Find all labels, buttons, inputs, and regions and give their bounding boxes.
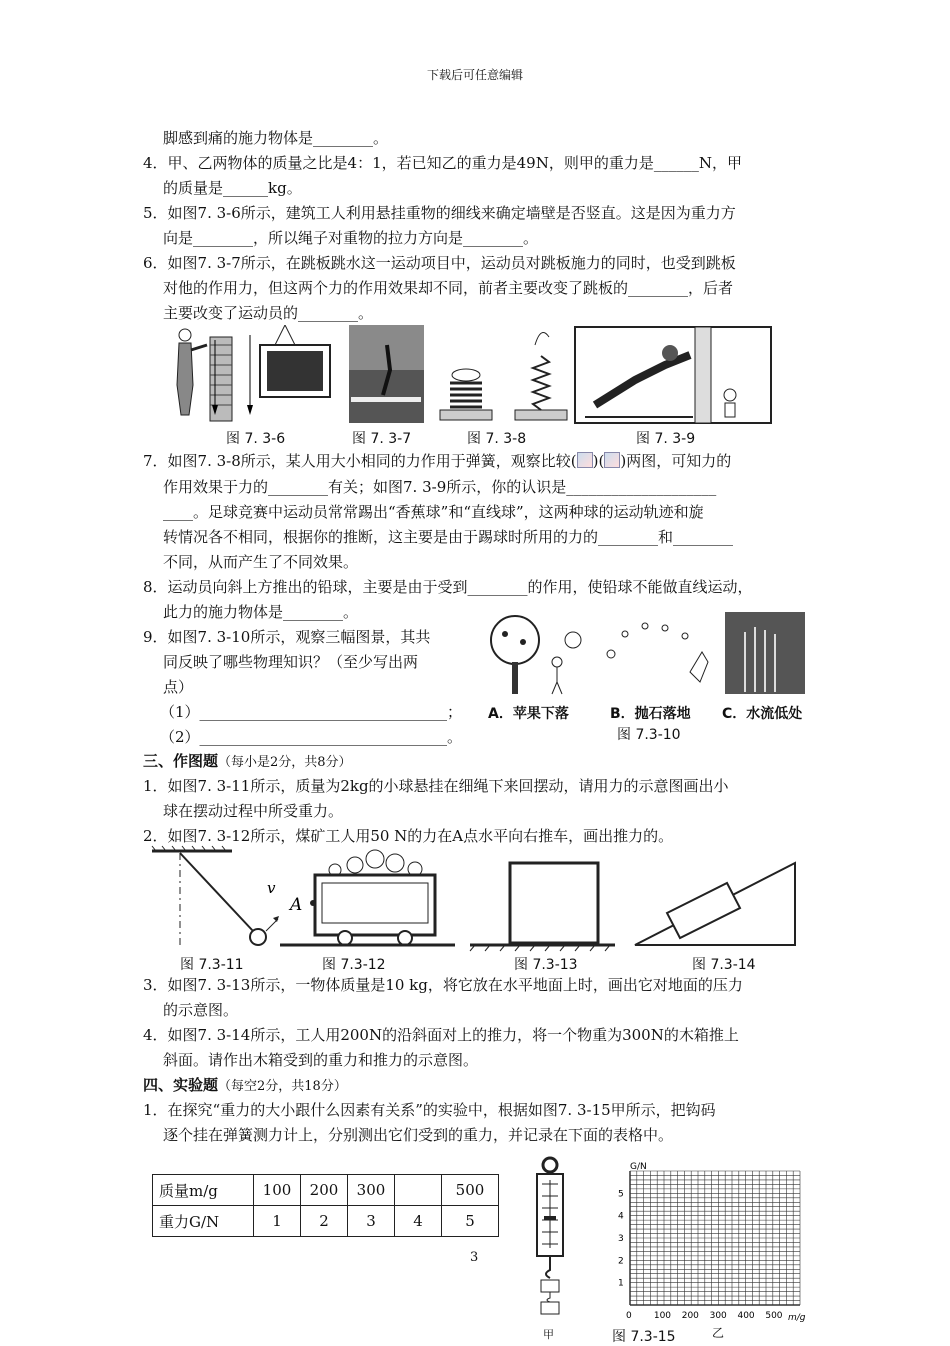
text-line: 球在摆动过程中所受重力。 xyxy=(163,802,344,820)
spring-scale-figure xyxy=(528,1156,578,1324)
table-cell: 4 xyxy=(395,1206,442,1237)
answer-blank-1: （1）_________________________________； xyxy=(160,703,463,721)
caption-yi: 乙 xyxy=(712,1326,725,1340)
graph-y-label: G/N xyxy=(630,1162,647,1172)
caption-fig-7-3-8: 图 7. 3-8 xyxy=(467,431,527,447)
y-tick-label: 3 xyxy=(618,1234,624,1244)
caption-stone: B．抛石落地 xyxy=(610,706,691,722)
text-line: 的质量是______kg。 xyxy=(163,179,302,197)
figure-row-1 xyxy=(165,325,805,430)
graph-grid xyxy=(630,1171,800,1305)
question-7: 7．如图7. 3-8所示，某人用大小相同的力作用于弹簧，观察比较( )( )两图，可知力的 xyxy=(143,452,732,470)
g-m-graph xyxy=(614,1155,814,1327)
table-cell: 2 xyxy=(301,1206,348,1237)
velocity-label: v xyxy=(267,879,276,897)
caption-fig-7-3-15: 图 7.3-15 xyxy=(612,1329,676,1345)
table-cell: 500 xyxy=(442,1175,499,1206)
image-placeholder-icon xyxy=(577,452,593,468)
spring-stretched xyxy=(515,333,567,421)
row-header-mass: 质量m/g xyxy=(153,1175,254,1206)
table-cell: 1 xyxy=(254,1206,301,1237)
x-tick-label: 0 xyxy=(626,1311,632,1321)
x-tick-label: 500 xyxy=(765,1311,783,1321)
caption-fig-7-3-14: 图 7.3-14 xyxy=(692,957,756,973)
page-header: 下载后可任意编辑 xyxy=(426,68,523,82)
table-cell: 3 xyxy=(348,1206,395,1237)
waterfall-figure xyxy=(725,612,805,694)
text-line: 对他的作用力，但这两个力的作用效果却不同，前者主要改变了跳板的________，后者 xyxy=(163,279,734,297)
draw-question-2: 2．如图7. 3-12所示，煤矿工人用50 N的力在A点水平向右推车，画出推力的。 xyxy=(143,827,674,845)
table-cell xyxy=(395,1175,442,1206)
text-line: ____。足球竞赛中运动员常常踢出“香蕉球”和“直线球”，这两种球的运动轨迹和旋 xyxy=(163,503,704,521)
mass-gravity-table xyxy=(152,1174,499,1237)
figure-7-3-10 xyxy=(485,612,810,700)
question-5: 5．如图7. 3-6所示，建筑工人利用悬挂重物的细线来确定墙壁是否竖直。这是因为重力方 xyxy=(143,204,736,222)
text-line: 作用效果于力的________有关；如图7. 3-9所示，你的认识是____________________ xyxy=(163,478,717,496)
table-row xyxy=(153,1206,499,1237)
text-line: 主要改变了运动员的________。 xyxy=(163,304,374,322)
caption-fig-7-3-9: 图 7. 3-9 xyxy=(636,431,696,447)
caption-water: C．水流低处 xyxy=(722,706,803,722)
row-header-gravity: 重力G/N xyxy=(153,1206,254,1237)
graph-x-label: m/g xyxy=(788,1313,806,1323)
caption-fig-7-3-12: 图 7.3-12 xyxy=(322,957,386,973)
draw-question-1: 1．如图7. 3-11所示，质量为2kg的小球悬挂在细绳下来回摆动，请用力的示意图画出小 xyxy=(143,777,729,795)
table-row xyxy=(153,1175,499,1206)
caption-fig-7-3-11: 图 7.3-11 xyxy=(180,957,244,973)
text-line: 向是________，所以绳子对重物的拉力方向是________。 xyxy=(163,229,539,247)
caption-apple: A．苹果下落 xyxy=(488,706,569,722)
x-tick-label: 300 xyxy=(709,1311,727,1321)
spring-compressed xyxy=(440,369,492,420)
push-door-figure xyxy=(575,327,771,423)
y-tick-label: 5 xyxy=(618,1189,624,1200)
x-tick-label: 100 xyxy=(653,1311,672,1321)
point-a-label: A xyxy=(290,895,303,915)
frame-figure xyxy=(247,325,330,415)
table-cell: 100 xyxy=(254,1175,301,1206)
question-8: 8．运动员向斜上方推出的铅球，主要是由于受到________的作用，使铅球不能做直线运动， xyxy=(143,578,753,596)
caption-fig-7-3-10: 图 7.3-10 xyxy=(617,727,681,743)
thrown-stone-figure xyxy=(607,623,708,682)
caption-fig-7-3-7: 图 7. 3-7 xyxy=(352,431,412,447)
figure-row-2 xyxy=(150,845,800,955)
worker-figure xyxy=(177,329,232,421)
x-tick-label: 400 xyxy=(737,1311,755,1321)
incline-box-figure xyxy=(635,863,795,945)
text-line: 斜面。请作出木箱受到的重力和推力的示意图。 xyxy=(163,1051,479,1069)
experiment-question-1: 1．在探究“重力的大小跟什么因素有关系”的实验中，根据如图7. 3-15甲所示，把钩码 xyxy=(143,1101,716,1119)
draw-question-3: 3．如图7. 3-13所示，一物体质量是10 kg，将它放在水平地面上时，画出它对地面的压力 xyxy=(143,976,743,994)
text-line: 的示意图。 xyxy=(163,1001,239,1019)
text-line: 不同，从而产生了不同效果。 xyxy=(163,553,359,571)
table-cell: 200 xyxy=(301,1175,348,1206)
image-placeholder-icon xyxy=(604,452,620,468)
table-cell: 5 xyxy=(442,1206,499,1237)
y-tick-label: 4 xyxy=(618,1211,624,1222)
page-number: 3 xyxy=(470,1250,479,1265)
text-line: 此力的施力物体是________。 xyxy=(163,603,359,621)
caption-jia: 甲 xyxy=(543,1328,554,1341)
box-on-ground-figure xyxy=(470,863,615,951)
question-9: 9．如图7. 3-10所示，观察三幅图景，其共 xyxy=(143,628,431,646)
caption-fig-7-3-13: 图 7.3-13 xyxy=(514,957,578,973)
coal-cart-figure xyxy=(280,850,455,945)
caption-fig-7-3-6: 图 7. 3-6 xyxy=(226,431,286,447)
question-6: 6．如图7. 3-7所示，在跳板跳水这一运动项目中，运动员对跳板施力的同时，也受到跳板 xyxy=(143,254,736,272)
section-title-4: 四、实验题（每空2分，共18分） xyxy=(143,1076,347,1094)
y-tick-label: 1 xyxy=(618,1278,624,1289)
text-line: 点） xyxy=(163,678,194,696)
apple-tree-figure xyxy=(491,616,581,694)
pendulum-figure xyxy=(152,846,279,945)
y-tick-label: 2 xyxy=(618,1256,624,1267)
section-title-3: 三、作图题（每小是2分，共8分） xyxy=(143,752,352,770)
table-cell: 300 xyxy=(348,1175,395,1206)
draw-question-4: 4．如图7. 3-14所示，工人用200N的沿斜面对上的推力，将一个物重为300N的木箱推上 xyxy=(143,1026,739,1044)
text-line: 脚感到痛的施力物体是________。 xyxy=(163,129,389,147)
text-line: 同反映了哪些物理知识？（至少写出两 xyxy=(163,653,419,671)
text-line: 逐个挂在弹簧测力计上，分别测出它们受到的重力，并记录在下面的表格中。 xyxy=(163,1126,674,1144)
answer-blank-2: （2）_________________________________。 xyxy=(160,728,463,746)
text-line: 转情况各不相同，根据你的推断，这主要是由于踢球时所用的力的________和________ xyxy=(163,528,734,546)
x-tick-label: 200 xyxy=(681,1311,699,1321)
question-4: 4．甲、乙两物体的质量之比是4：1，若已知乙的重力是49N，则甲的重力是______N，甲 xyxy=(143,154,742,172)
